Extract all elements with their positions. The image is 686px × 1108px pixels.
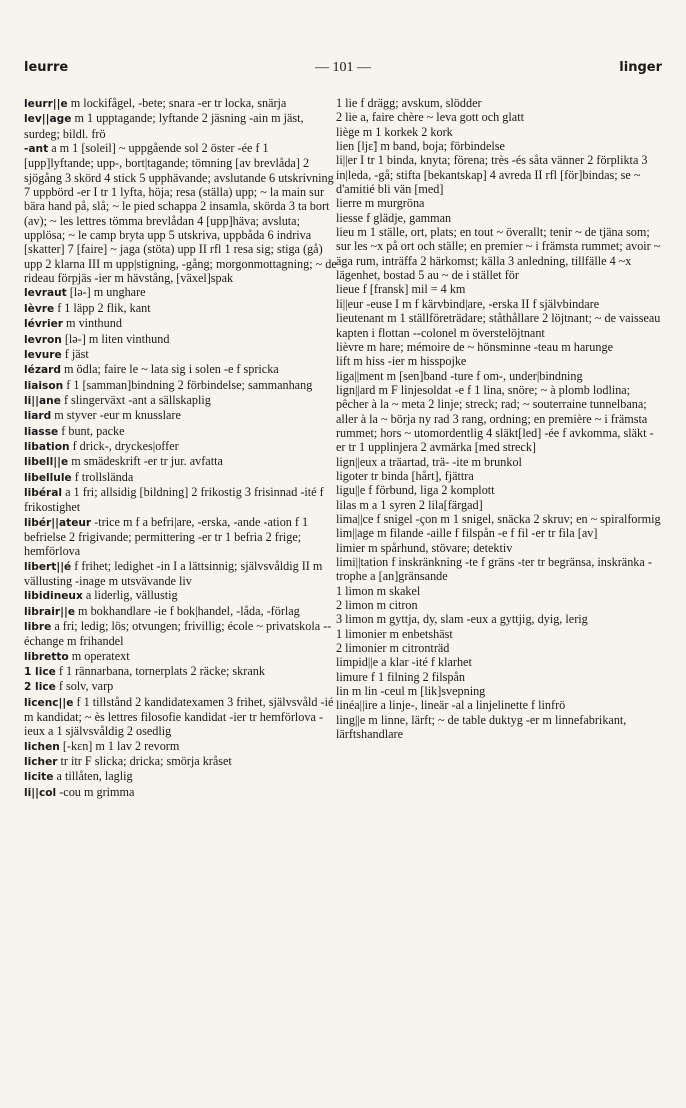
- dictionary-entry: [24, 664, 340, 679]
- entry-headword: levure: [24, 348, 62, 361]
- dictionary-entry: [24, 332, 340, 347]
- dictionary-entry: [336, 627, 662, 641]
- entry-headword: lev||age: [24, 113, 72, 126]
- entry-definition: 2 limonier m citronträd: [336, 641, 450, 656]
- entry-definition: 1 limon m skakel: [336, 583, 421, 598]
- entry-definition: tr itr F slicka; dricka; smörja kråset: [57, 754, 232, 769]
- entry-definition: f bunt, packe: [58, 423, 125, 438]
- dictionary-entry: [336, 383, 662, 455]
- dictionary-entry: [336, 584, 662, 598]
- dictionary-entry: [24, 111, 340, 141]
- guide-word-right: linger: [619, 60, 662, 75]
- dictionary-entry: [24, 408, 340, 423]
- entry-headword: libre: [24, 621, 52, 634]
- entry-headword: li||col: [24, 786, 57, 799]
- entry-headword: -ant: [24, 143, 49, 156]
- entry-definition: f trollslända: [71, 469, 134, 484]
- entry-definition: lieutenant m 1 ställföreträdare; ståthållare 2 löjtnant; ~ de vaisseau kapten i flottan --colonel m överstelöjtnant: [336, 311, 661, 340]
- entry-definition: ligu||e f förbund, liga 2 komplott: [336, 483, 495, 498]
- dictionary-entry: [24, 347, 340, 362]
- entry-definition: -cou m grimma: [56, 784, 135, 799]
- entry-headword: levraut: [24, 287, 67, 300]
- dictionary-entry: [336, 684, 662, 698]
- dictionary-entry: [24, 769, 340, 784]
- entry-headword: 1 lice: [24, 666, 56, 679]
- dictionary-entry: [336, 483, 662, 497]
- entry-definition: lin m lin -ceul m [lik]svepning: [336, 684, 486, 699]
- entry-headword: libellule: [24, 471, 72, 484]
- dictionary-entry: [24, 316, 340, 331]
- dictionary-entry: [336, 526, 662, 540]
- entry-headword: levron: [24, 333, 62, 346]
- entry-definition: lign||ard m F linjesoldat -e f 1 lina, snöre; ~ à plomb lodlina; pêcher à la ~ meta 2 linje; streck; rad; ~ souterraine tunnelbana; aller à la ~ börja ny rad 3 rang, ordning; en première ~ i främsta rummet; hors ~ utomordentlig 4 släkt[led] -ée f avkomma, släkt -er tr 1 upplinjera 2 avmärka [med streck]: [336, 382, 654, 455]
- entry-headword: leurr||e: [24, 98, 68, 110]
- dictionary-entry: [336, 598, 662, 612]
- entry-headword: lèvre: [24, 302, 55, 315]
- entry-headword: libert||é: [24, 560, 72, 573]
- entry-headword: li||ane: [24, 394, 61, 407]
- entry-definition: f slingerväxt -ant a sällskaplig: [60, 392, 211, 407]
- entry-definition: liège m 1 korkek 2 kork: [336, 124, 453, 139]
- entry-definition: -trice m f a befri|are, -erska, -ande -ation f 1 befrielse 2 frigivande; permittering -er tr 1 befria 2 frige; hemförlova: [24, 514, 309, 559]
- dictionary-entry: [24, 649, 340, 664]
- dictionary-entry: [336, 153, 662, 196]
- dictionary-entry: [24, 619, 340, 649]
- dictionary-entry: [336, 713, 662, 742]
- dictionary-entry: [336, 555, 662, 584]
- dictionary-entry: [336, 110, 662, 124]
- entry-headword: libér||ateur: [24, 516, 92, 529]
- entry-headword: licenc||e: [24, 696, 74, 709]
- entry-definition: lieu m 1 ställe, ort, plats; en tout ~ överallt; tenir ~ de tjäna som; sur les ~x på ort och ställe; en premier ~ i främsta rummet; avoir ~ äga rum, inträffa 2 härkomst; källa 3 anledning, tillfälle 4 ~x lägenhet, bostad 5 au ~ de i stället för: [336, 225, 661, 283]
- dictionary-entry: [24, 141, 340, 285]
- left-column: [24, 96, 340, 800]
- entry-definition: 2 limon m citron: [336, 598, 418, 613]
- dictionary-entry: [24, 515, 340, 559]
- dictionary-entry: [336, 354, 662, 368]
- entry-definition: limi||tation f inskränkning -te f gräns -ter tr begränsa, inskränka -trophe a [an]gränsande: [336, 555, 652, 584]
- dictionary-entry: [336, 196, 662, 210]
- dictionary-entry: [24, 470, 340, 485]
- dictionary-entry: [336, 541, 662, 555]
- entry-definition: lieue f [fransk] mil = 4 km: [336, 282, 466, 297]
- entry-headword: liard: [24, 410, 52, 423]
- dictionary-entry: [336, 698, 662, 712]
- dictionary-entry: [24, 604, 340, 619]
- entry-definition: lift m hiss -ier m hisspojke: [336, 354, 467, 369]
- entry-headword: lévrier: [24, 318, 63, 331]
- dictionary-entry: [336, 512, 662, 526]
- dictionary-entry: [336, 498, 662, 512]
- dictionary-entry: [336, 297, 662, 311]
- right-column: [336, 96, 662, 741]
- entry-definition: 2 lie a, faire chère ~ leva gott och glatt: [336, 110, 524, 125]
- entry-definition: m 1 upptagande; lyftande 2 jäsning -ain m jäst, surdeg; bildl. frö: [24, 111, 304, 141]
- entry-definition: li||eur -euse I m f kärvbind|are, -erska II f självbindare: [336, 296, 600, 311]
- entry-definition: a 1 fri; allsidig [bildning] 2 frikostig 3 frisinnad -ité f frikostighet: [24, 484, 324, 515]
- entry-definition: limure f 1 filning 2 filspån: [336, 669, 465, 684]
- dictionary-entry: [336, 641, 662, 655]
- entry-definition: m styver -eur m knusslare: [51, 408, 181, 423]
- dictionary-entry: [336, 612, 662, 626]
- dictionary-entry: [24, 285, 340, 300]
- dictionary-entry: [336, 670, 662, 684]
- entry-definition: f jäst: [61, 346, 89, 361]
- entry-headword: licite: [24, 771, 54, 784]
- dictionary-entry: [24, 96, 340, 111]
- entry-definition: f drick-, dryckes|offer: [69, 438, 179, 453]
- entry-headword: libretto: [24, 650, 69, 663]
- entry-definition: a tillåten, laglig: [53, 769, 133, 784]
- dictionary-entry: [24, 695, 340, 739]
- dictionary-entry: [24, 754, 340, 769]
- dictionary-entry: [336, 340, 662, 354]
- entry-definition: lierre m murgröna: [336, 196, 425, 211]
- entry-definition: a fri; ledig; lös; otvungen; frivillig; école ~ privatskola --échange m frihandel: [24, 619, 332, 649]
- dictionary-entry: [336, 96, 662, 110]
- entry-definition: a m 1 [soleil] ~ uppgående sol 2 öster -ée f 1 [upp]lyftande; upp-, bort|tagande; tömning [av brevlåda] 2 sjögång 3 skörd 4 stick 5 upphävande; avslutande 6 utskrivning 7 uppbörd -er I tr 1 lyfta, höja; resa (ställa) upp; ~ la main sur bära hand på, slå; ~ le pied schappa 2 insamla, skörda 3 ta bort (av); ~ les lettres tömma brevlådan 4 [upp]häva; avsluta; upplösa; ~ le camp bryta upp 5 utskriva, uppbåda 6 indriva [skatter] 7 [faire] ~ jaga (stöta) upp II rfl 1 resa sig; stiga (gå) upp 2 klarna III m upp|stigning, -gång; morgonmottagning; ~ de rideau förpjäs -ier m hävstång, [växel]spak: [24, 141, 337, 286]
- dictionary-entry: [24, 785, 340, 800]
- entry-definition: lièvre m hare; mémoire de ~ hönsminne -teau m harunge: [336, 339, 613, 354]
- entry-definition: lien [ljɛ̃] m band, boja; förbindelse: [336, 139, 505, 154]
- dictionary-entry: [24, 559, 340, 589]
- guide-word-left: leurre: [24, 60, 69, 75]
- entry-headword: lézard: [24, 364, 61, 377]
- entry-headword: libell||e: [24, 456, 69, 469]
- entry-definition: m operatext: [68, 648, 130, 663]
- dictionary-entry: [336, 469, 662, 483]
- dictionary-entry: [24, 739, 340, 754]
- entry-definition: ligoter tr binda [hårt], fjättra: [336, 468, 474, 483]
- entry-definition: f frihet; ledighet -in I a lättsinnig; självsvåldig II m vällusting -inage m utsvävande liv: [24, 558, 323, 588]
- dictionary-entry: [24, 454, 340, 469]
- dictionary-entry: [336, 369, 662, 383]
- dictionary-entry: [24, 362, 340, 377]
- entry-headword: libidineux: [24, 590, 83, 603]
- dictionary-entry: [24, 485, 340, 515]
- entry-definition: limpid||e a klar -ité f klarhet: [336, 655, 472, 670]
- entry-definition: m lockifågel, -bete; snara -er tr locka, snärja: [67, 96, 287, 110]
- entry-definition: 3 limon m gyttja, dy, slam -eux a gyttjig, dyig, lerig: [336, 612, 588, 627]
- entry-headword: librair||e: [24, 605, 75, 618]
- dictionary-entry: [24, 588, 340, 603]
- page-number: — 101 —: [315, 60, 371, 75]
- entry-definition: 1 limonier m enbetshäst: [336, 626, 453, 641]
- page-header: [24, 60, 662, 82]
- entry-headword: liaison: [24, 379, 64, 392]
- entry-definition: [lə-] m unghare: [66, 285, 146, 300]
- dictionary-entry: [336, 225, 662, 282]
- dictionary-entry: [336, 139, 662, 153]
- dictionary-entry: [24, 378, 340, 393]
- entry-definition: lima||ce f snigel -çon m 1 snigel, snäcka 2 skruv; en ~ spiralformig: [336, 511, 661, 526]
- entry-definition: lign||eux a träartad, trä- -ite m brunkol: [336, 454, 522, 469]
- entry-definition: m smädeskrift -er tr jur. avfatta: [68, 454, 223, 469]
- entry-headword: 2 lice: [24, 681, 56, 694]
- dictionary-entry: [336, 125, 662, 139]
- entry-definition: limier m spårhund, stövare; detektiv: [336, 540, 513, 555]
- entry-definition: lilas m a 1 syren 2 lila[färgad]: [336, 497, 483, 512]
- entry-headword: libation: [24, 440, 70, 453]
- entry-definition: m vinthund: [63, 316, 122, 331]
- entry-definition: liga||ment m [sen]band -ture f om-, under|bindning: [336, 368, 583, 383]
- entry-headword: licher: [24, 756, 58, 769]
- entry-definition: [-kɛn] m 1 lav 2 revorm: [59, 738, 180, 753]
- dictionary-entry: [336, 211, 662, 225]
- entry-definition: [lə-] m liten vinthund: [61, 331, 170, 346]
- entry-definition: f 1 läpp 2 flik, kant: [54, 300, 151, 315]
- entry-definition: lim||age m filande -aille f filspån -e f fil -er tr fila [av]: [336, 526, 598, 541]
- entry-definition: a liderlig, vällustig: [82, 588, 178, 603]
- dictionary-entry: [24, 301, 340, 316]
- entry-definition: liesse f glädje, gamman: [336, 210, 452, 225]
- entry-definition: f solv, varp: [55, 679, 114, 694]
- dictionary-entry: [336, 282, 662, 296]
- entry-definition: m ödla; faire le ~ lata sig i solen -e f spricka: [60, 362, 279, 377]
- dictionary-entry: [336, 655, 662, 669]
- entry-headword: libéral: [24, 486, 63, 499]
- entry-definition: f 1 rännarbana, tornerplats 2 räcke; skrank: [55, 664, 265, 679]
- entry-definition: f 1 tillstånd 2 kandidatexamen 3 frihet, självsvåld -ié m kandidat; ~ ès lettres filosofie kandidat -ier tr hemförlova -ieux a 1 självsvåldig 2 osedlig: [24, 694, 334, 739]
- entry-definition: li||er I tr 1 binda, knyta; förena; très -és såta vänner 2 förplikta 3 in|leda, -gå; stifta [bekantskap] 4 avreda II rfl [för]bindas; se ~ d'amitié bli vän [med]: [336, 153, 648, 197]
- entry-definition: f 1 [samman]bindning 2 förbindelse; sammanhang: [63, 377, 313, 392]
- entry-definition: 1 lie f drägg; avskum, slödder: [336, 96, 482, 110]
- entry-definition: linéa||ire a linje-, lineär -al a linjelinette f linfrö: [336, 698, 566, 713]
- dictionary-entry: [24, 393, 340, 408]
- dictionary-entry: [336, 455, 662, 469]
- dictionary-entry: [24, 679, 340, 694]
- dictionary-entry: [24, 424, 340, 439]
- entry-headword: liasse: [24, 425, 59, 438]
- entry-definition: m bokhandlare -ie f bok|handel, -låda, -förlag: [75, 603, 300, 618]
- entry-headword: lichen: [24, 740, 60, 753]
- dictionary-entry: [24, 439, 340, 454]
- dictionary-entry: [336, 311, 662, 340]
- entry-definition: ling||e m linne, lärft; ~ de table duktyg -er m linnefabrikant, lärftshandlare: [336, 712, 627, 742]
